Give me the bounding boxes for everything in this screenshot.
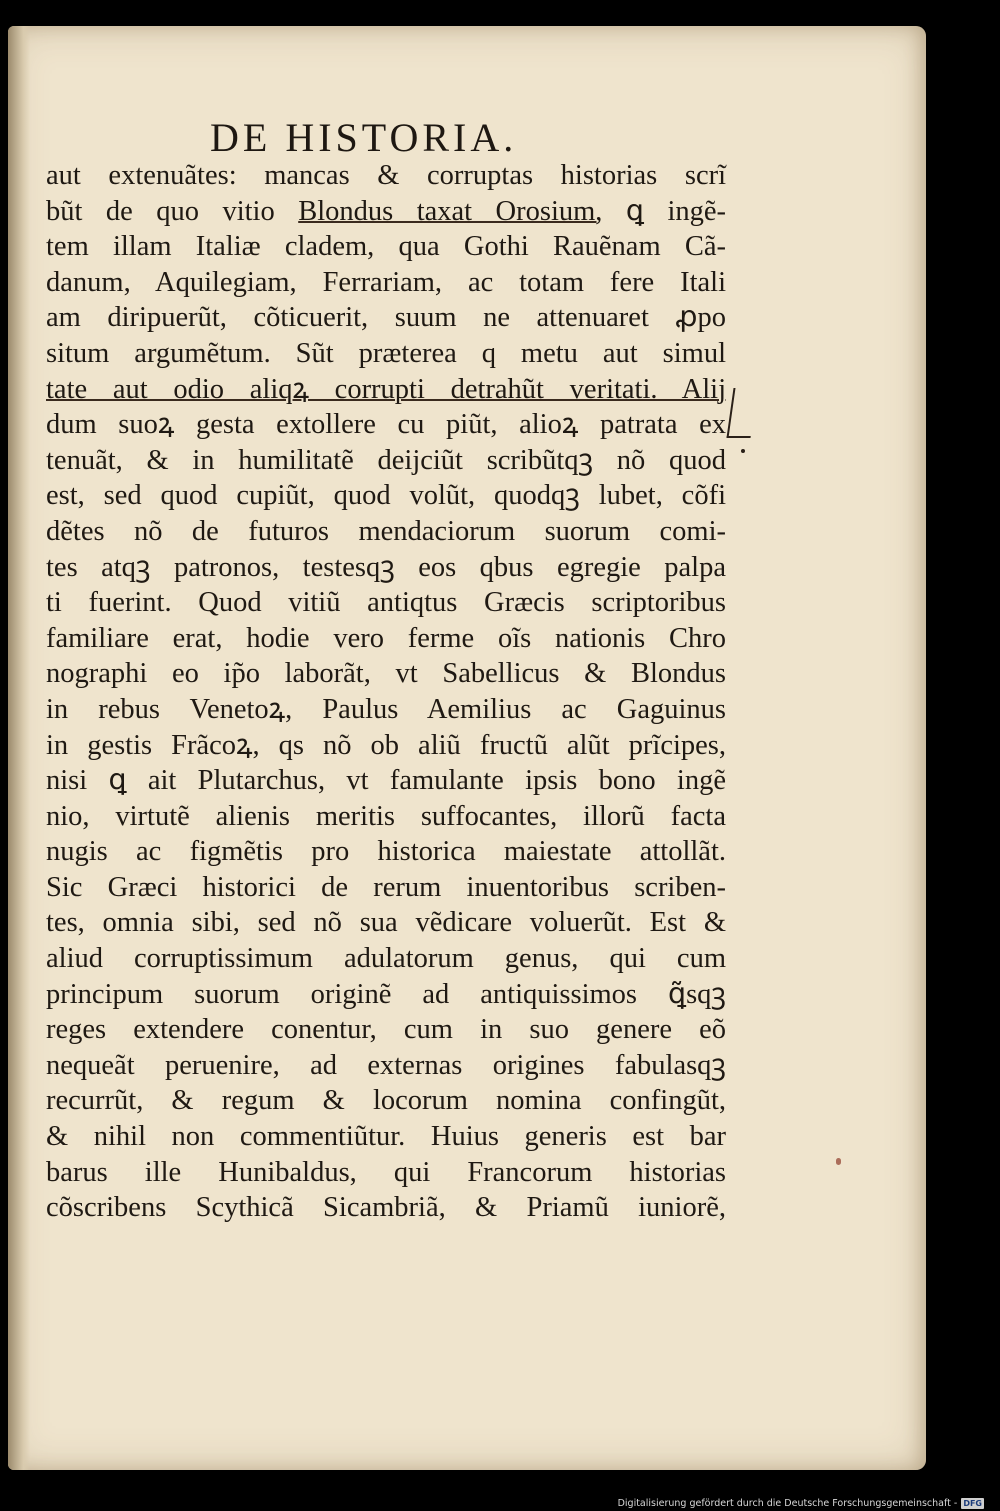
text-line: nugis ac figmẽtis pro historica maiestate attollãt. [46,836,726,868]
page-spine-shadow [8,26,30,1470]
text-line: danum, Aquilegiam, Ferrariam, ac totam fere Itali [46,266,726,298]
text-line: cõscribens Scythicã Sicambriã, & Priamũ iuniorẽ, [46,1192,726,1224]
text-line: & nihil non commentiũtur. Huius generis est bar [46,1121,726,1153]
text-line: nio, virtutẽ alienis meritis suffocantes, illorũ facta [46,800,726,832]
text-line: bũt de quo vitio Blondus taxat Orosium, ꝗ ingẽ- [46,195,727,227]
credit-text: Digitalisierung gefördert durch die Deutsche Forschungsgemeinschaft - [617,1497,958,1509]
text-line: aliud corruptissimum adulatorum genus, qui cum [46,943,726,975]
text-line: familiare erat, hodie vero ferme oĩs nationis Chro [46,622,726,654]
text-line: recurrũt, & regum & locorum nomina confingũt, [46,1085,726,1117]
marginal-bracket-mark [726,388,757,438]
underlined-fragment: Blondus taxat Orosium, [298,195,603,227]
text-line: Sic Græci historici de rerum inuentoribus scriben- [46,871,726,903]
digitization-credit [618,1496,984,1510]
text-line: tes, omnia sibi, sed nõ sua vẽdicare voluerũt. Est & [46,907,726,939]
text-line: tenuãt, & in humilitatẽ deijciũt scribũtqꝫ nõ quod [46,444,726,476]
body-text [46,158,726,1226]
dfg-logo-icon: DFG [963,1498,982,1508]
text-line: nequeãt peruenire, ad externas origines fabulasqꝫ [46,1049,726,1081]
text-line: aut extenuãtes: mancas & corruptas historias scrĩ [46,160,726,191]
text-line: in rebus Venetoꝝ, Paulus Aemilius ac Gaguinus [46,693,726,725]
running-header: DE HISTORIA. [210,115,518,160]
text-line: ti fuerint. Quod vitiũ antiqtus Græcis scriptoribus [46,587,726,619]
text-line: tate aut odio aliqꝝ corrupti detrahũt veritati. Alij [46,373,726,405]
text-line: reges extendere conentur, cum in suo genere eõ [46,1014,726,1046]
text-line: barus ille Hunibaldus, qui Francorum historias [46,1156,726,1188]
text-line: tes atqꝫ patronos, testesqꝫ eos qbus egregie palpa [46,551,726,583]
text-line: tem illam Italiæ cladem, qua Gothi Rauẽnam Cã- [46,231,726,263]
text-line: est, sed quod cupiũt, quod volũt, quodqꝫ lubet, cõfi [46,480,726,512]
text-line: nographi eo ip̃o laborãt, vt Sabellicus & Blondus [46,658,726,690]
text-line: principum suorum originẽ ad antiquissimos ꝗ̃sqꝫ [46,978,726,1010]
marginal-dot-mark [741,449,745,453]
text-line: nisi ꝗ ait Plutarchus, vt famulante ipsis bono ingẽ [46,765,726,797]
text-line: am diripuerũt, cõticuerit, suum ne attenuaret ꝓpo [46,302,726,334]
book-page [8,26,926,1470]
text-line: situm argumẽtum. Sũt præterea q metu aut simul [46,337,726,369]
text-line: in gestis Frãcoꝝ, qs nõ ob aliũ fructũ alũt prĩcipes, [46,729,726,761]
text-line: dum suoꝝ gesta extollere cu piũt, alioꝝ patrata ex [46,409,726,441]
ink-stain [836,1158,841,1165]
text-line: dẽtes nõ de futuros mendaciorum suorum comi- [46,515,726,547]
